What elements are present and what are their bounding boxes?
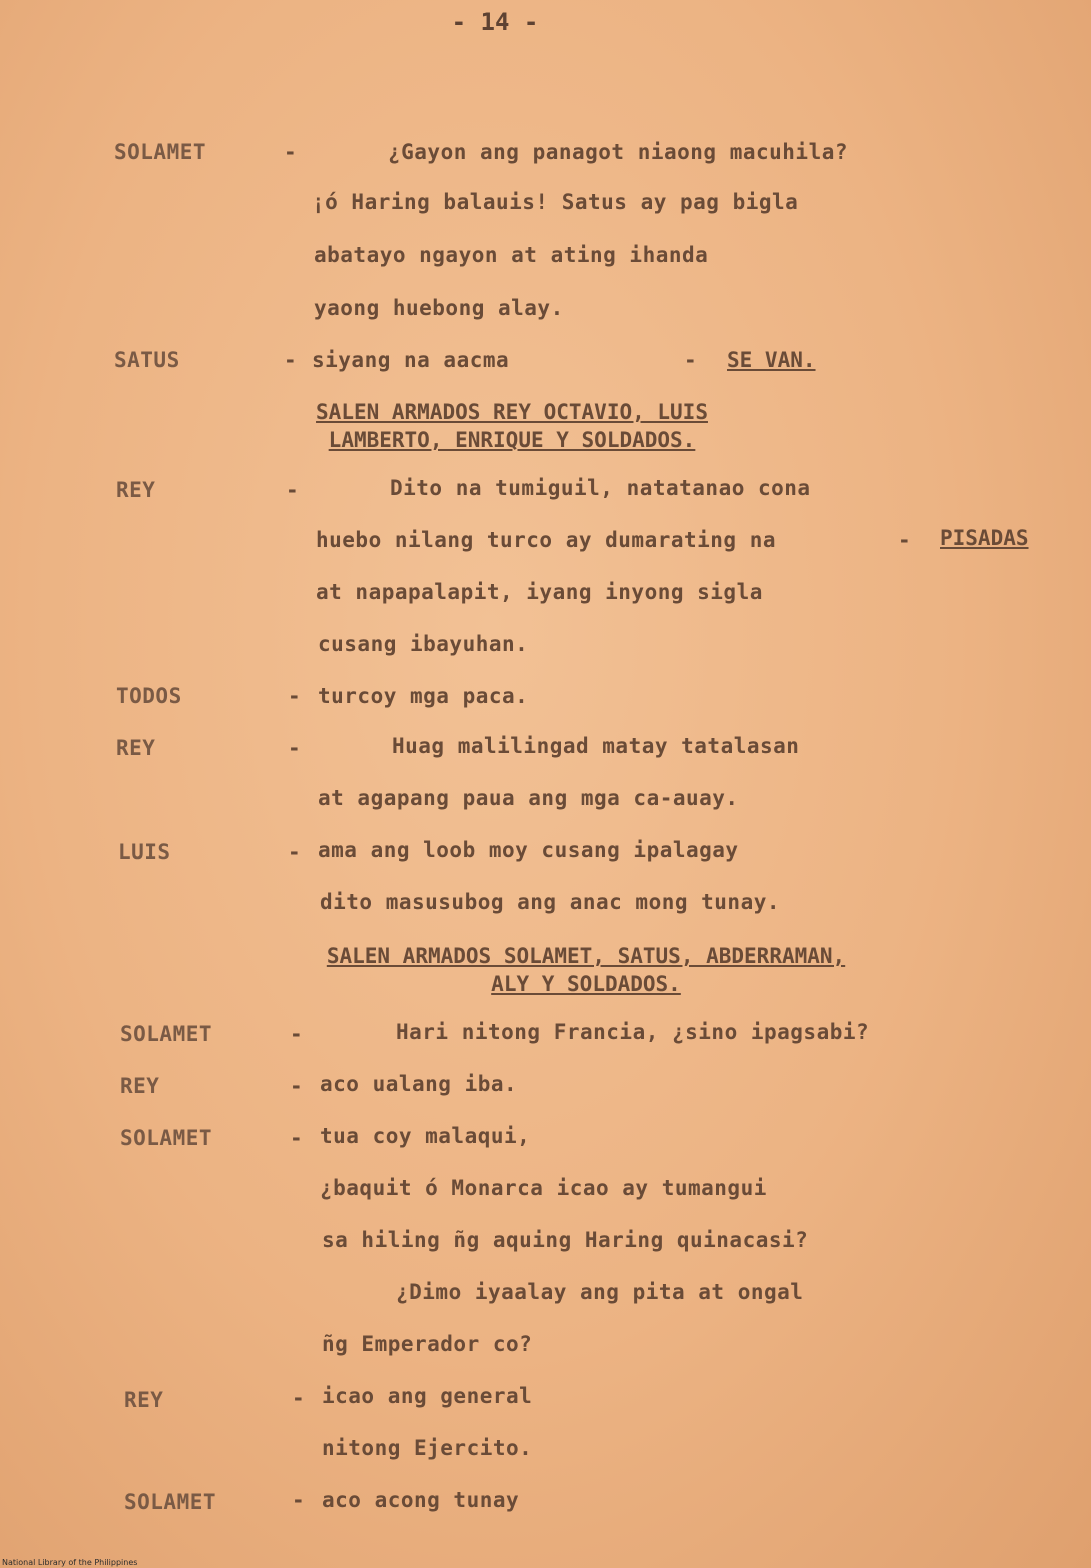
stage-direction: [262, 398, 762, 454]
stage-direction-inline: PISADAS: [940, 526, 1029, 550]
dialogue-line: aco acong tunay: [322, 1488, 520, 1512]
dialogue-line: icao ang general: [322, 1384, 533, 1408]
dialogue-line: Hari nitong Francia, ¿sino ipagsabi?: [396, 1020, 870, 1044]
stage-direction-inline: SE VAN.: [727, 348, 816, 372]
dialogue-line: cusang ibayuhan.: [318, 632, 529, 656]
speaker-name: SOLAMET: [120, 1022, 213, 1046]
dialogue-line: Huag malilingad matay tatalasan: [392, 734, 800, 758]
dialogue-line: at napapalapit, iyang inyong sigla: [316, 580, 763, 604]
speaker-dash: -: [286, 478, 299, 502]
page-number: - 14 -: [451, 8, 539, 36]
stage-direction-text: SALEN ARMADOS REY OCTAVIO, LUIS LAMBERTO, ENRIQUE Y SOLDADOS.: [316, 400, 708, 452]
speaker-dash: -: [290, 1022, 303, 1046]
speaker-name: TODOS: [116, 684, 182, 708]
dialogue-line: sa hiling ñg aquing Haring quinacasi?: [322, 1228, 809, 1252]
speaker-name: SOLAMET: [124, 1490, 217, 1514]
dialogue-line: siyang na aacma: [312, 348, 510, 372]
stage-direction-text: SALEN ARMADOS SOLAMET, SATUS, ABDERRAMAN, ALY Y SOLDADOS.: [326, 944, 846, 996]
dialogue-line: ¿Gayon ang panagot niaong macuhila?: [388, 140, 849, 164]
dialogue-line: aco ualang iba.: [320, 1072, 518, 1096]
speaker-dash: -: [288, 840, 301, 864]
speaker-name: REY: [120, 1074, 160, 1098]
speaker-name: LUIS: [118, 840, 171, 864]
speaker-name: REY: [116, 478, 156, 502]
speaker-dash: -: [290, 1074, 303, 1098]
direction-dash: -: [684, 348, 697, 372]
speaker-name: REY: [124, 1388, 164, 1412]
speaker-dash: -: [292, 1386, 305, 1410]
dialogue-line: abatayo ngayon at ating ihanda: [314, 243, 709, 267]
speaker-name: SOLAMET: [114, 140, 207, 164]
speaker-dash: -: [284, 140, 297, 164]
speaker-dash: -: [290, 1126, 303, 1150]
dialogue-line: Dito na tumiguil, natatanao cona: [390, 476, 811, 500]
speaker-dash: -: [292, 1488, 305, 1512]
speaker-dash: -: [288, 684, 301, 708]
dialogue-line: ¿baquit ó Monarca icao ay tumangui: [320, 1176, 767, 1200]
dialogue-line: ¡ó Haring balauis! Satus ay pag bigla: [312, 190, 799, 214]
speaker-name: SOLAMET: [120, 1126, 213, 1150]
dialogue-line: turcoy mga paca.: [318, 684, 529, 708]
footer-credit: National Library of the Philippines: [2, 1558, 138, 1567]
direction-dash: -: [898, 528, 911, 552]
dialogue-line: nitong Ejercito.: [322, 1436, 533, 1460]
dialogue-line: tua coy malaqui,: [320, 1124, 531, 1148]
dialogue-line: at agapang paua ang mga ca-auay.: [318, 786, 739, 810]
dialogue-line: dito masusubog ang anac mong tunay.: [320, 890, 781, 914]
stage-direction: [266, 942, 906, 998]
speaker-name: REY: [116, 736, 156, 760]
dialogue-line: yaong huebong alay.: [314, 296, 564, 320]
dialogue-line: ama ang loob moy cusang ipalagay: [318, 838, 739, 862]
speaker-dash: -: [288, 736, 301, 760]
dialogue-line: ¿Dimo iyaalay ang pita at ongal: [396, 1280, 804, 1304]
dialogue-line: ñg Emperador co?: [322, 1332, 533, 1356]
dialogue-line: huebo nilang turco ay dumarating na: [316, 528, 777, 552]
speaker-name: SATUS: [114, 348, 180, 372]
speaker-dash: -: [284, 348, 297, 372]
